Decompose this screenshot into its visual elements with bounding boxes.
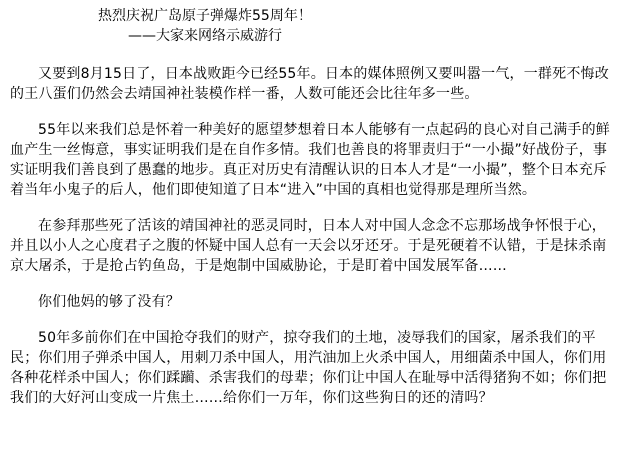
paragraph-4: 你们他妈的够了没有？ — [38, 294, 180, 310]
article-title: 热烈庆祝广岛原子弹爆炸55周年！ — [98, 8, 312, 24]
paragraph-3: 在参拜那些死了活该的靖国神社的恶灵同时，日本人对中国人念念不忘那场战争怀恨于心，并且以小人之心度君子之腹的怀疑中国人总有一天会以牙还牙。于是死硬着不认错，于是抹杀南京大屠杀，于是抢占钓鱼岛，于是炮制中国威胁论，于是盯着中国发展军备…… — [10, 218, 607, 274]
paragraph-5: 50年多前你们在中国抢夺我们的财产，掠夺我们的土地，凌辱我们的国家，屠杀我们的平民；你们用子弹杀中国人，用刺刀杀中国人，用汽油加上火杀中国人，用细菌杀中国人，你们用各种花样杀中国人；你们蹂躏、杀害我们的母辈；你们让中国人在耻辱中活得猪狗不如；你们把我们的大好河山变成一片焦土……给你们一万年，你们这些狗日的还的清吗？ — [10, 330, 607, 406]
paragraph-1: 又要到8月15日了，日本战败距今已经55年。日本的媒体照例又要叫嚣一气，一群死不悔改的王八蛋们仍然会去靖国神社装模作样一番，人数可能还会比往年多一些。 — [10, 66, 609, 102]
paragraph-2: 55年以来我们总是怀着一种美好的愿望梦想着日本人能够有一点起码的良心对自己满手的鲜血产生一丝悔意，事实证明我们是在自作多情。我们也善良的将罪责归于“一小撮”好战份子，事实证明我们善良到了愚蠢的地步。真正对历史有清醒认识的日本人才是“一小撮”，整个日本充斥着当年小鬼子的后人，他们即使知道了日本“进入”中国的真相也觉得那是理所当然。 — [10, 122, 611, 198]
article-subtitle: ——大家来网络示威游行 — [128, 28, 282, 44]
article — [10, 6, 618, 408]
